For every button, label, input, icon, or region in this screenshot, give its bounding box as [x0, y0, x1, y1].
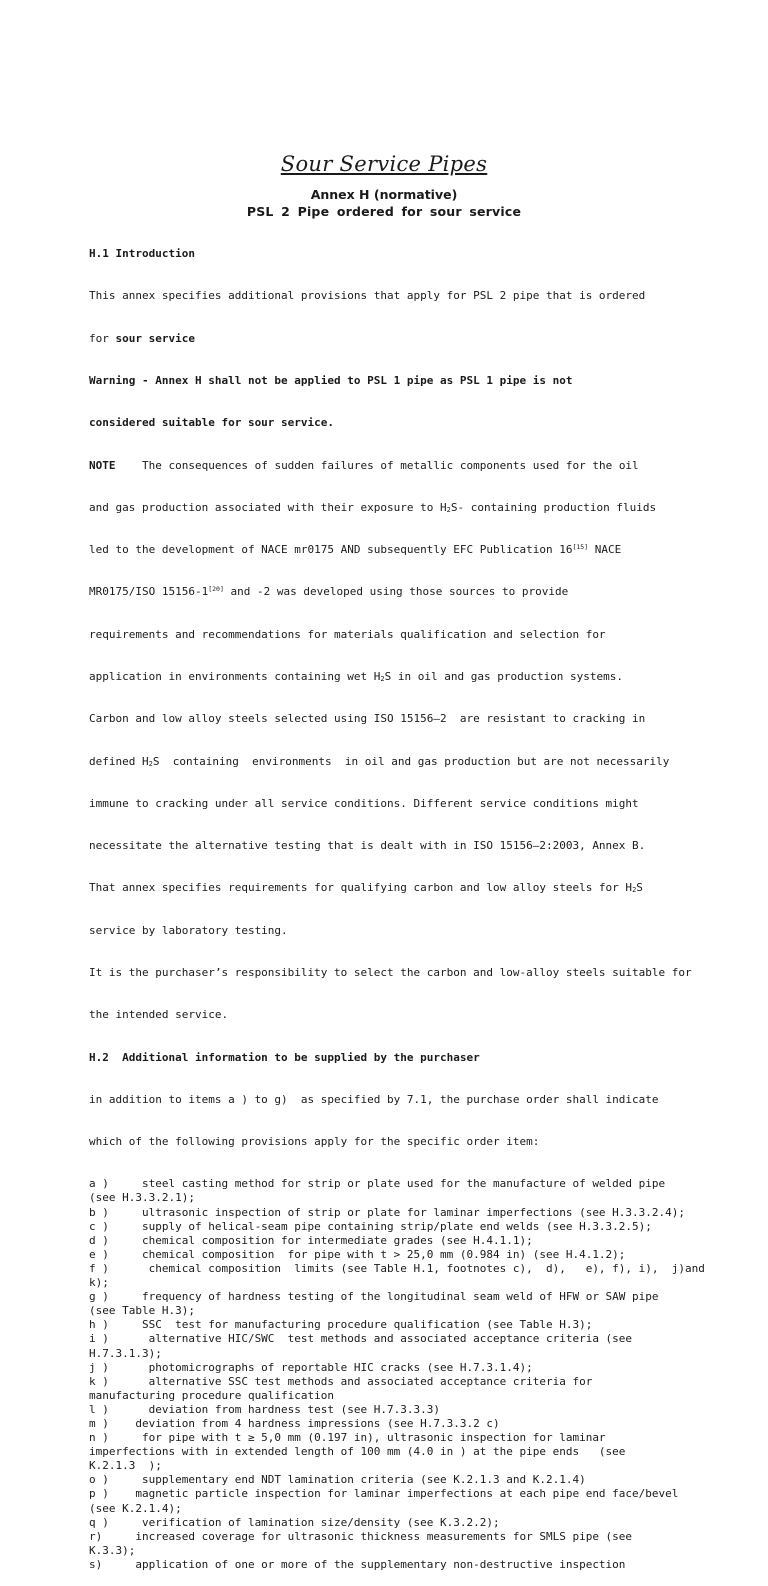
note-line	[89, 543, 719, 557]
intro-prefix: for	[89, 331, 116, 345]
provision-line: j ) photomicrographs of reportable HIC cracks (see H.7.3.1.4);	[89, 1360, 533, 1374]
provision-line: imperfections with in extended length of 100 mm (4.0 in ) at the pipe ends (see	[89, 1445, 626, 1459]
provision-line: n ) for pipe with t ≥ 5,0 mm (0.197 in), ultrasonic inspection for laminar	[89, 1431, 606, 1445]
note-line	[89, 670, 719, 684]
note-line	[89, 501, 719, 515]
note-text: led to the development of NACE mr0175 AND subsequently EFC Publication 16	[89, 543, 573, 557]
paragraph-text: That annex specifies requirements for qualifying carbon and low alloy steels for H	[89, 881, 633, 895]
note-text: application in environments containing wet H	[89, 670, 381, 683]
warning-line: Warning - Annex H shall not be applied to PSL 1 pipe as PSL 1 pipe is not	[89, 374, 573, 388]
document-body	[89, 219, 719, 1586]
paragraph-line: immune to cracking under all service conditions. Different service conditions might	[89, 796, 639, 810]
provision-line: l ) deviation from hardness test (see H.7.3.3.3)	[89, 1402, 440, 1416]
provision-line: g ) frequency of hardness testing of the longitudinal seam weld of HFW or SAW pipe	[89, 1290, 659, 1304]
subscript: 2	[632, 886, 637, 895]
provision-line: q ) verification of lamination size/density (see K.3.2.2);	[89, 1515, 500, 1529]
provision-line: K.2.1.3 );	[89, 1459, 162, 1473]
provision-line: m ) deviation from 4 hardness impressions (see H.7.3.3.2 c)	[89, 1416, 500, 1430]
provision-line: H.7.3.1.3);	[89, 1346, 162, 1360]
note-text: MR0175/ISO 15156-1	[89, 585, 209, 599]
provision-line: s) application of one or more of the supplementary non-destructive inspection	[89, 1557, 626, 1571]
note-text: and gas production associated with their exposure to H	[89, 500, 447, 514]
provision-line: r) increased coverage for ultrasonic thickness measurements for SMLS pipe (see	[89, 1529, 633, 1543]
provision-line: e ) chemical composition for pipe with t > 25,0 mm (0.984 in) (see H.4.1.2);	[89, 1247, 626, 1261]
provisions-list	[89, 1177, 719, 1572]
provision-line: k ) alternative SSC test methods and associated acceptance criteria for	[89, 1374, 593, 1388]
sour-service-emphasis: sour service	[115, 331, 195, 345]
subscript: 2	[148, 759, 153, 768]
subscript: 2	[380, 675, 385, 683]
note-text: The consequences of sudden failures of metallic components used for the oil	[115, 458, 639, 472]
note-line	[89, 585, 719, 599]
paragraph-line: Carbon and low alloy steels selected using ISO 15156—2 are resistant to cracking in	[89, 712, 646, 726]
reference-superscript: [15]	[572, 543, 589, 552]
section-heading-h2: H.2 Additional information to be supplied by the purchaser	[89, 1050, 480, 1064]
provision-line: h ) SSC test for manufacturing procedure qualification (see Table H.3);	[89, 1318, 593, 1332]
provision-line: d ) chemical composition for intermediate grades (see H.4.1.1);	[89, 1233, 533, 1247]
provision-line: c ) supply of helical-seam pipe containing strip/plate end welds (see H.3.3.2.5);	[89, 1219, 652, 1233]
provision-line: o ) supplementary end NDT lamination criteria (see K.2.1.3 and K.2.1.4)	[89, 1473, 586, 1487]
reference-superscript: [20]	[208, 585, 224, 594]
note-line	[89, 459, 719, 473]
provision-line: i ) alternative HIC/SWC test methods and associated acceptance criteria (see	[89, 1332, 633, 1346]
note-text: NACE	[588, 543, 622, 557]
paragraph-text: S	[636, 881, 643, 895]
warning-line: considered suitable for sour service.	[89, 416, 335, 430]
intro-line	[89, 332, 719, 346]
paragraph-line: the intended service.	[89, 1008, 229, 1022]
note-line: requirements and recommendations for materials qualification and selection for	[89, 627, 606, 641]
paragraph-line	[89, 881, 719, 895]
provision-line: p ) magnetic particle inspection for laminar imperfections at each pipe end face/bevel	[89, 1487, 679, 1501]
note-label: NOTE	[89, 458, 116, 472]
note-text: S in oil and gas production systems.	[384, 670, 624, 683]
provision-line: b ) ultrasonic inspection of strip or plate for laminar imperfections (see H.3.3.2.4);	[89, 1205, 686, 1219]
provision-line: (see K.2.1.4);	[89, 1501, 182, 1515]
paragraph-text: defined H	[89, 754, 149, 768]
subscript: 2	[446, 505, 451, 514]
intro-line: This annex specifies additional provisions that apply for PSL 2 pipe that is ordered	[89, 289, 646, 303]
document-title: Sour Service Pipes	[280, 152, 488, 176]
annex-subtitle: PSL 2 Pipe ordered for sour service	[246, 204, 522, 219]
paragraph-line: which of the following provisions apply for the specific order item:	[89, 1135, 540, 1149]
note-text: S- containing production fluids	[450, 500, 657, 514]
provision-line: manufacturing procedure qualification	[89, 1388, 335, 1402]
provision-line: (see Table H.3);	[89, 1304, 195, 1318]
paragraph-text: S containing environments in oil and gas production but are not necessarily	[152, 754, 670, 768]
paragraph-line	[89, 755, 719, 769]
paragraph-line: It is the purchaser’s responsibility to select the carbon and low-alloy steels suitable for	[89, 965, 692, 979]
provision-line: k);	[89, 1276, 109, 1290]
provision-line: (see H.3.3.2.1);	[89, 1191, 195, 1205]
section-heading-h1: H.1 Introduction	[89, 247, 195, 261]
provision-line: a ) steel casting method for strip or plate used for the manufacture of welded pipe	[89, 1177, 666, 1191]
annex-label: Annex H (normative)	[310, 187, 458, 202]
paragraph-line: in addition to items a ) to g) as specified by 7.1, the purchase order shall indicate	[89, 1092, 659, 1106]
paragraph-line: service by laboratory testing.	[89, 923, 288, 937]
paragraph-line: necessitate the alternative testing that is dealt with in ISO 15156—2:2003, Annex B.	[89, 839, 646, 853]
provision-line: K.3.3);	[89, 1543, 136, 1557]
annex-heading	[0, 186, 768, 220]
note-text: and -2 was developed using those sources to provide	[223, 585, 569, 599]
provision-line: f ) chemical composition limits (see Table H.1, footnotes c), d), e), f), i), j)and	[89, 1261, 705, 1275]
